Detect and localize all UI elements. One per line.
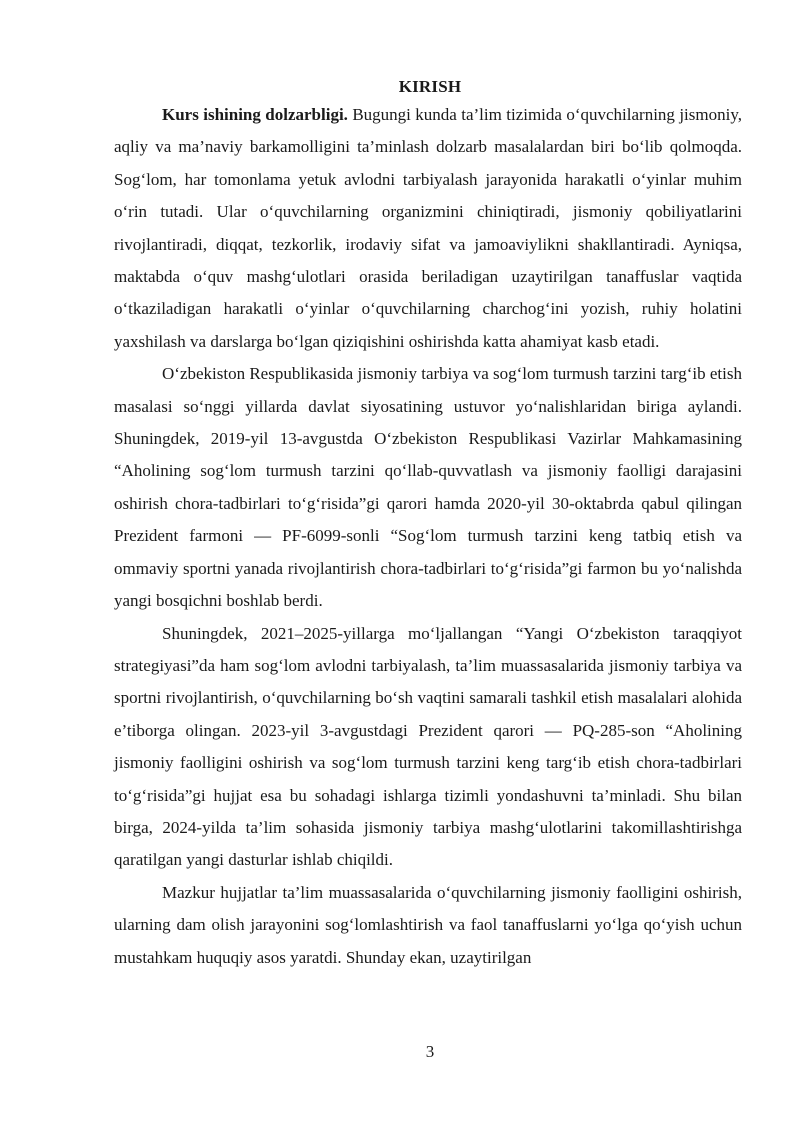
paragraph-legal-basis: Mazkur hujjatlar ta’lim muassasalarida o‘quvchilarning jismoniy faolligini oshirish, ularning dam olish jarayonini sog‘lomlashtirish va faol tanaffuslarni yo‘lga qo‘yish uchun mustahkam huquqiy asos yaratdi. Shunday ekan, uzaytirilgan [114, 882, 742, 967]
section-title: KIRISH [398, 77, 462, 96]
paragraph-text: Bugungi kunda ta’lim tizimida o‘quvchilarning jismoniy, aqliy va ma’naviy barkamolligini ta’minlash dolzarb masalalardan biri bo‘lib qolmoqda. Sog‘lom, har tomonlama yetuk avlodni tarbiyalash jarayonida harakatli o‘yinlar muhim o‘rin tutadi. Ular o‘quvchilarning organizmini chiniqtiradi, jismoniy qobiliyatlarini rivojlantiradi, diqqat, tezkorlik, irodaviy sifat va jamoaviylikni shakllantiradi. Ayniqsa, maktabda o‘quv mashg‘ulotlari orasida beriladigan uzaytirilgan tanaffuslar vaqtida o‘tkaziladigan harakatli o‘yinlar o‘quvchilarning charchog‘ini yozish, ruhiy holatini yaxshilash va darslarga bo‘lgan qiziqishini oshirishda katta ahamiyat kasb etadi. [114, 105, 742, 351]
paragraph-lead: Kurs ishining dolzarbligi. [162, 105, 348, 124]
paragraph-strategy: Shuningdek, 2021–2025-yillarga mo‘ljallangan “Yangi O‘zbekiston taraqqiyot strategiyasi”da ham sog‘lom avlodni tarbiyalash, ta’lim muassasalarida jismoniy tarbiya va sportni rivojlantirish, o‘quvchilarning bo‘sh vaqtini samarali tashkil etish masalalari alohida e’tiborga olingan. 2023-yil 3-avgustdagi Prezident qarori — PQ-285-son “Aholining jismoniy faolligini oshirish va sog‘lom turmush tarzini keng targ‘ib etish chora-tadbirlari to‘g‘risida”gi hujjat esa bu sohadagi ishlarga tizimli yondashuvni ta’minladi. Shu bilan birga, 2024-yilda ta’lim sohasida jismoniy tarbiya mashg‘ulotlarini takomillashtirishga qaratilgan yangi dasturlar ishlab chiqildi. [114, 623, 742, 870]
paragraph-state-policy: O‘zbekiston Respublikasida jismoniy tarbiya va sog‘lom turmush tarzini targ‘ib etish masalasi so‘nggi yillarda davlat siyosatining ustuvor yo‘nalishlaridan biriga aylandi. Shuningdek, 2019-yil 13-avgustda O‘zbekiston Respublikasi Vazirlar Mahkamasining “Aholining sog‘lom turmush tarzini qo‘llab-quvvatlash va jismoniy faolligi darajasini oshirish chora-tadbirlari to‘g‘risida”gi qarori hamda 2020-yil 30-oktabrda qabul qilingan Prezident farmoni — PF-6099-sonli “Sog‘lom turmush tarzini keng tatbiq etish va ommaviy sportni yanada rivojlantirish chora-tadbirlari to‘g‘risida”gi farmon bu yo‘nalishda yangi bosqichni boshlab berdi. [114, 364, 742, 611]
body-text [114, 99, 742, 974]
page-number: 3 [425, 1042, 435, 1061]
paragraph-relevance [114, 99, 742, 358]
